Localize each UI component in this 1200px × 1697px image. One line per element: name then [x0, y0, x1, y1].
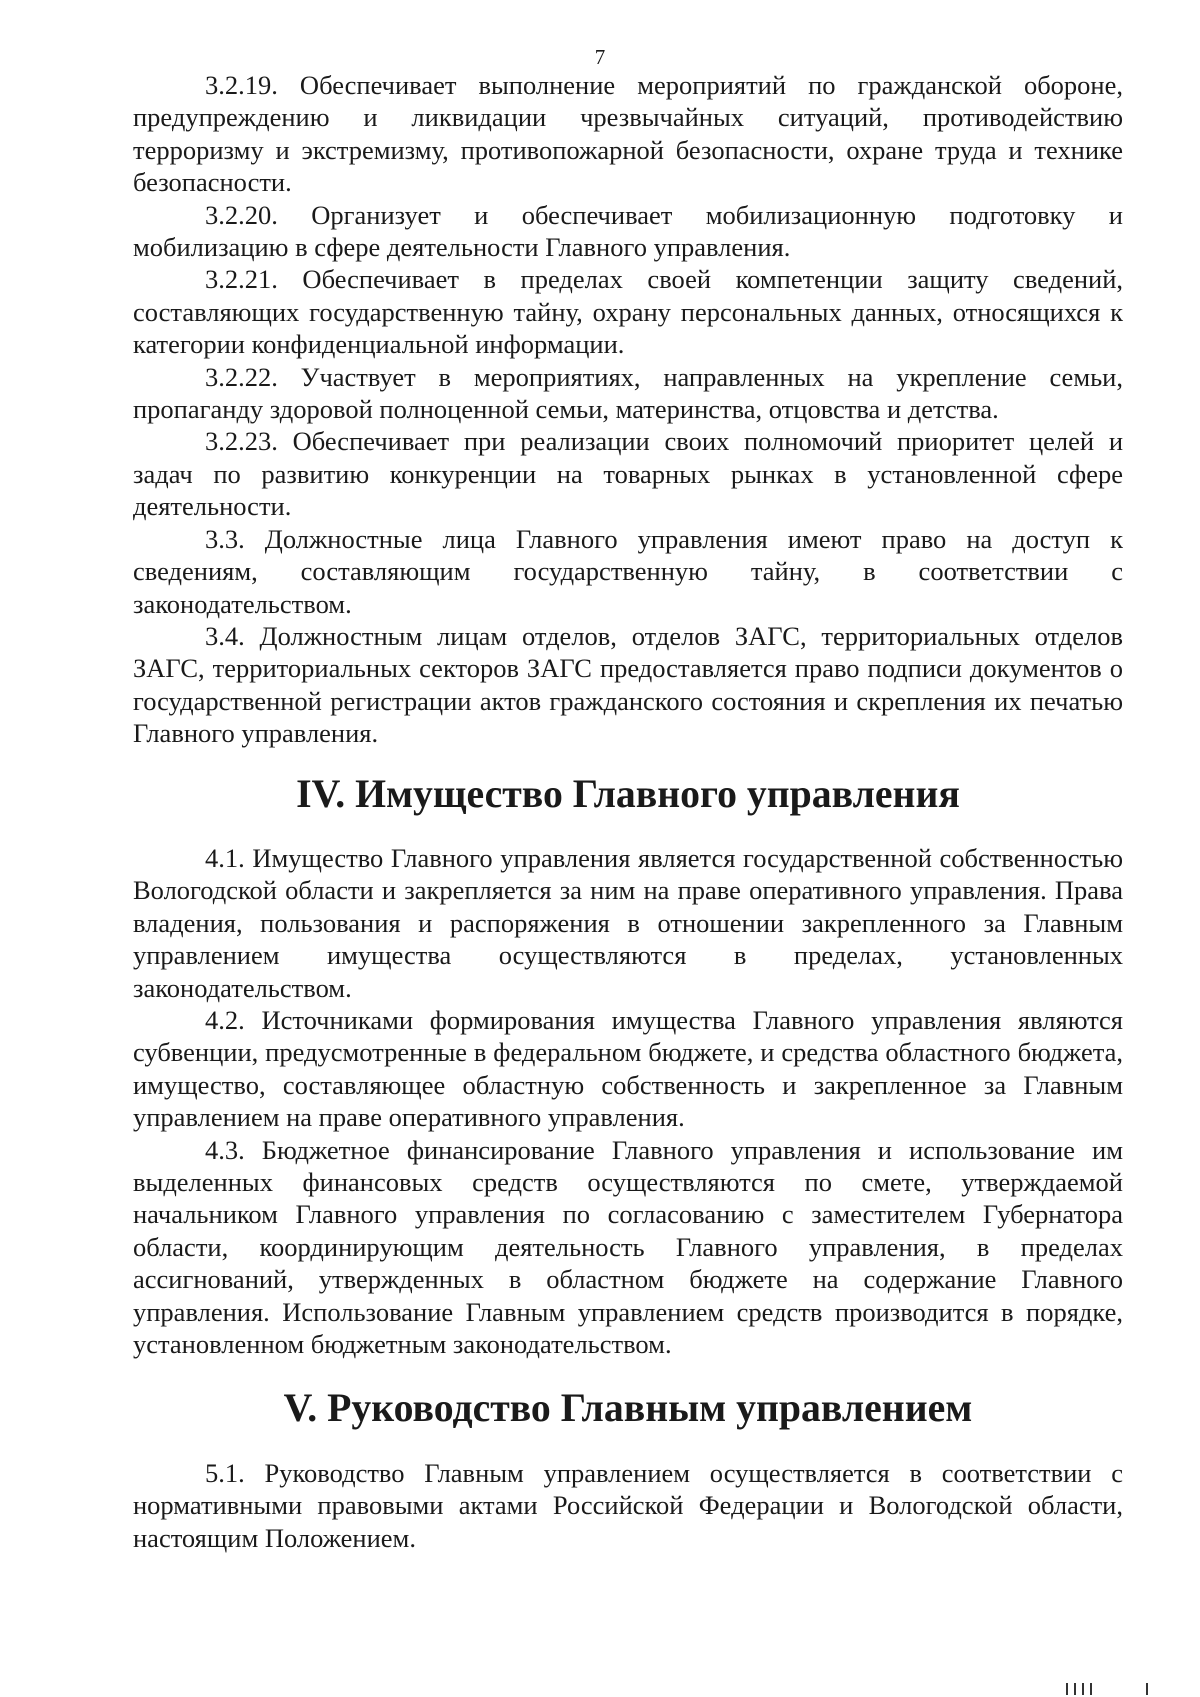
paragraph-3-2-19: 3.2.19. Обеспечивает выполнение мероприятий по гражданской обороне, предупреждению и ликвидации чрезвычайных ситуаций, противодействию терроризму и экстремизму, противопожарной безопасности, охране труда и технике безопасности. — [133, 70, 1123, 198]
paragraph-4-3: 4.3. Бюджетное финансирование Главного управления и использование им выделенных финансовых средств осуществляются по смете, утверждаемой начальником Главного управления по согласованию с заместителем Губернатора области, координирующим деятельность Главного управления, в пределах ассигнований, утвержденных в областном бюджете на содержание Главного управления. Использование Главным управлением средств производится в порядке, установленном бюджетным законодательством. — [133, 1134, 1123, 1360]
page-number: 7 — [594, 45, 606, 69]
paragraph-3-2-22: 3.2.22. Участвует в мероприятиях, направленных на укрепление семьи, пропаганду здоровой полноценной семьи, материнства, отцовства и детства. — [133, 361, 1123, 425]
paragraph-3-2-21: 3.2.21. Обеспечивает в пределах своей компетенции защиту сведений, составляющих государственную тайну, охрану персональных данных, относящихся к категории конфиденциальной информации. — [133, 264, 1123, 360]
paragraph-4-2: 4.2. Источниками формирования имущества Главного управления являются субвенции, предусмотренные в федеральном бюджете, и средства областного бюджета, имущество, составляющее областную собственность и закрепленное за Главным управлением на праве оперативного управления. — [133, 1004, 1123, 1133]
paragraph-3-2-23: 3.2.23. Обеспечивает при реализации своих полномочий приоритет целей и задач по развитию конкуренции на товарных рынках в установленной сфере деятельности. — [133, 426, 1123, 522]
paragraph-5-1: 5.1. Руководство Главным управлением осуществляется в соответствии с нормативными правовыми актами Российской Федерации и Вологодской области, настоящим Положением. — [133, 1457, 1123, 1553]
scan-edge-marks — [1062, 1677, 1152, 1695]
paragraph-3-2-20: 3.2.20. Организует и обеспечивает мобилизационную подготовку и мобилизацию в сфере деятельности Главного управления. — [133, 199, 1123, 263]
paragraph-4-1: 4.1. Имущество Главного управления является государственной собственностью Вологодской области и закрепляется за ним на праве оперативного управления. Права владения, пользования и распоряжения в отношении закрепленного за Главным управлением имущества осуществляются в пределах, установленных законодательством. — [133, 842, 1123, 1003]
section-heading-v: V. Руководство Главным управлением — [283, 1386, 973, 1431]
section-heading-iv: IV. Имущество Главного управления — [296, 771, 960, 816]
paragraph-3-3: 3.3. Должностные лица Главного управления имеют право на доступ к сведениям, составляющим государственную тайну, в соответствии с законодательством. — [133, 523, 1123, 619]
document-body — [133, 69, 1123, 1554]
paragraph-3-4: 3.4. Должностным лицам отделов, отделов ЗАГС, территориальных отделов ЗАГС, территориальных секторов ЗАГС предоставляется право подписи документов о государственной регистрации актов гражданского состояния и скрепления их печатью Главного управления. — [133, 620, 1123, 749]
